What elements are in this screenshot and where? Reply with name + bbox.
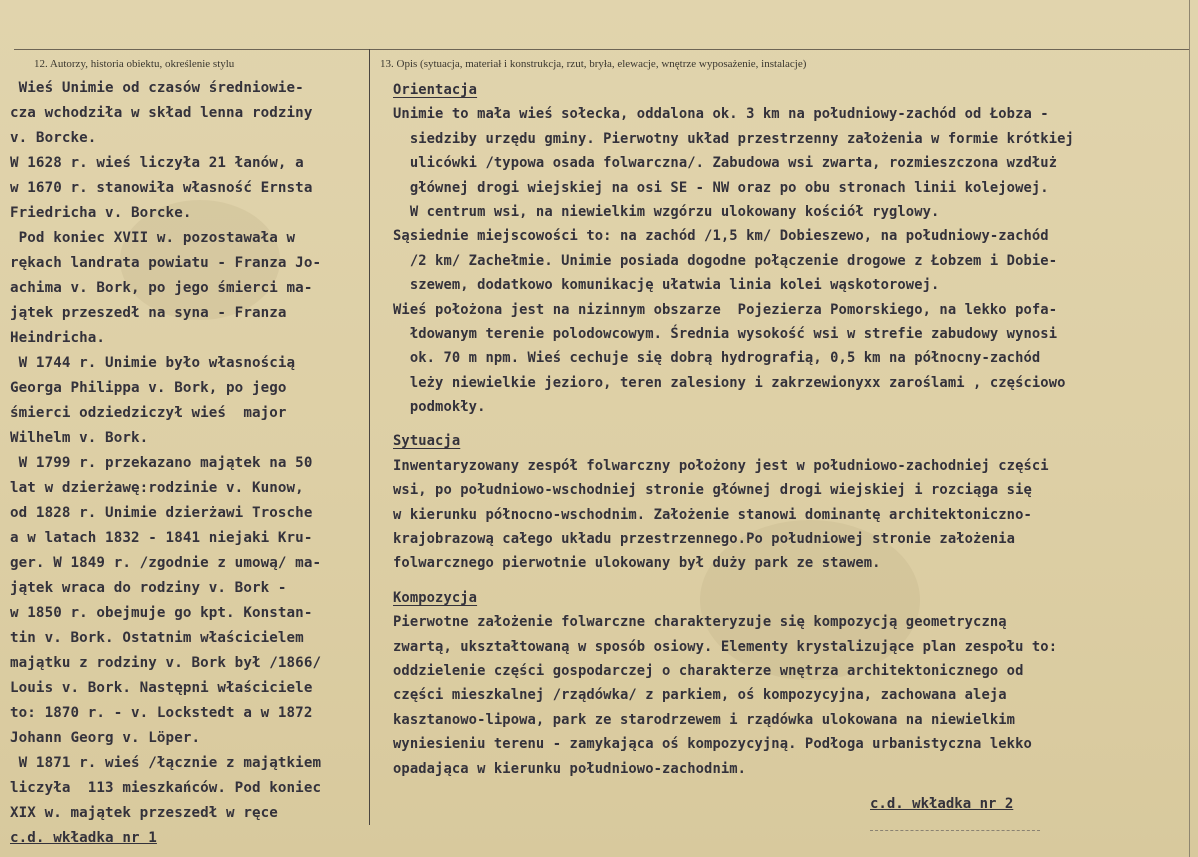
text-line: szewem, dodatkowo komunikację ułatwia linia kolei wąskotorowej. [393, 277, 940, 294]
text-line: W 1871 r. wieś /łącznie z majątkiem [10, 755, 322, 771]
footer-dash-rule [870, 830, 1040, 831]
text-line: v. Borcke. [10, 130, 97, 146]
text-line: ulicówki /typowa osada folwarczna/. Zabudowa wsi zwarta, rozmieszczona wzdłuż [393, 155, 1058, 172]
section-heading-orientacja: Orientacja [393, 82, 478, 98]
text-line: Wilhelm v. Bork. [10, 430, 149, 446]
text-line: lat w dzierżawę:rodzinie v. Kunow, [10, 480, 304, 496]
text-line: jątek przeszedł na syna - Franza [10, 305, 287, 321]
text-line: W 1799 r. przekazano majątek na 50 [10, 455, 313, 471]
text-line: Pierwotne założenie folwarczne charakteryzuje się kompozycją geometryczną [393, 614, 1007, 631]
text-line: Heindricha. [10, 330, 106, 346]
section-kompozycja [393, 610, 1183, 781]
section-sytuacja [393, 454, 1183, 576]
text-line: Wieś Unimie od czasów średniowie- [10, 80, 304, 96]
text-line: liczyła 113 mieszkańców. Pod koniec [10, 780, 322, 796]
text-line: od 1828 r. Unimie dzierżawi Trosche [10, 505, 313, 521]
text-line: Johann Georg v. Löper. [10, 730, 201, 746]
section-orientacja [393, 102, 1183, 419]
text-line: zwartą, ukształtowaną w sposób osiowy. Elementy krystalizujące plan zespołu to: [393, 638, 1058, 655]
text-line: oddzielenie części gospodarczej o charakterze wnętrza architektonicznego od [393, 662, 1024, 679]
text-line: jątek wraca do rodziny v. Bork - [10, 580, 287, 596]
text-line: rękach landrata powiatu - Franza Jo- [10, 255, 322, 271]
text-line: Wieś położona jest na nizinnym obszarze Pojezierza Pomorskiego, na lekko pofa- [393, 301, 1058, 318]
text-line: w 1850 r. obejmuje go kpt. Konstan- [10, 605, 313, 621]
text-line: podmokły. [393, 399, 486, 416]
text-line: Pod koniec XVII w. pozostawała w [10, 230, 296, 246]
text-line: kasztanowo-lipowa, park ze starodrzewem i rządówka ulokowana na niewielkim [393, 711, 1016, 728]
text-line: Georga Philippa v. Bork, po jego [10, 380, 287, 396]
text-line: siedziby urzędu gminy. Pierwotny układ przestrzenny założenia w formie krótkiej [393, 130, 1074, 147]
text-line: łdowanym terenie polodowcowym. Średnia wysokość wsi w strefie zabudowy wynosi [393, 325, 1058, 342]
continuation-note-left: c.d. wkładka nr 1 [10, 830, 157, 846]
text-line: W 1628 r. wieś liczyła 21 łanów, a [10, 155, 304, 171]
text-line: majątku z rodziny v. Bork był /1866/ [10, 655, 322, 671]
text-line: Inwentaryzowany zespół folwarczny położony jest w południowo-zachodniej części [393, 457, 1049, 474]
text-line: W centrum wsi, na niewielkim wzgórzu ulokowany kościół ryglowy. [393, 203, 940, 220]
continuation-note: c.d. wkładka nr 2 [870, 796, 1014, 812]
section-heading-sytuacja: Sytuacja [393, 433, 461, 450]
text-line: wsi, po południowo-wschodniej stronie głównej drogi wiejskiej i rozciąga się [393, 482, 1032, 499]
text-line: krajobrazową całego układu przestrzennego.Po południowej stronie założenia [393, 531, 1016, 548]
text-line: głównej drogi wiejskiej na osi SE - NW oraz po obu stronach linii kolejowej. [393, 179, 1049, 196]
text-line: śmierci odziedziczył wieś major [10, 405, 287, 421]
text-line: cza wchodziła w skład lenna rodziny [10, 105, 313, 121]
description-column [393, 78, 1183, 781]
section-heading-kompozycja: Kompozycja [393, 589, 478, 606]
text-line: ok. 70 m npm. Wieś cechuje się dobrą hydrografią, 0,5 km na północny-zachód [393, 350, 1041, 367]
text-line: Louis v. Bork. Następni właściciele [10, 680, 313, 696]
text-line: to: 1870 r. - v. Lockstedt a w 1872 [10, 705, 313, 721]
text-line: w kierunku północno-wschodnim. Założenie stanowi dominantę architektoniczno- [393, 506, 1032, 523]
text-line: Sąsiednie miejscowości to: na zachód /1,5 km/ Dobieszewo, na południowy-zachód [393, 228, 1049, 245]
text-line: części mieszkalnej /rządówka/ z parkiem, oś kompozycyjna, zachowana aleja [393, 687, 1007, 704]
text-line: XIX w. majątek przeszedł w ręce [10, 805, 278, 821]
text-line: Friedricha v. Borcke. [10, 205, 192, 221]
header-rule [14, 49, 1190, 50]
text-line: leży niewielkie jezioro, teren zalesiony i zakrzewionyxx zaroślami , częściowo [393, 374, 1066, 391]
sheet-edge [1189, 0, 1190, 857]
text-line: a w latach 1832 - 1841 niejaki Kru- [10, 530, 313, 546]
text-line: achima v. Bork, po jego śmierci ma- [10, 280, 313, 296]
history-column [10, 76, 372, 851]
right-column-header: 13. Opis (sytuacja, materiał i konstrukcja, rzut, bryła, elewacje, wnętrze wyposażenie, instalacje) [380, 58, 807, 70]
text-line: w 1670 r. stanowiła własność Ernsta [10, 180, 313, 196]
text-line: tin v. Bork. Ostatnim właścicielem [10, 630, 304, 646]
text-line: wyniesieniu terenu - zamykająca oś kompozycyjną. Podłoga urbanistyczna lekko [393, 736, 1032, 753]
text-line: ger. W 1849 r. /zgodnie z umową/ ma- [10, 555, 322, 571]
text-line: /2 km/ Zachełmie. Unimie posiada dogodne połączenie drogowe z Łobzem i Dobie- [393, 252, 1058, 269]
left-column-header: 12. Autorzy, historia obiektu, określenie stylu [34, 58, 235, 70]
text-line: W 1744 r. Unimie było własnością [10, 355, 296, 371]
text-line: Unimie to mała wieś sołecka, oddalona ok. 3 km na południowy-zachód od Łobza - [393, 106, 1049, 123]
text-line: opadająca w kierunku południowo-zachodnim. [393, 760, 747, 777]
text-line: folwarcznego pierwotnie ulokowany był duży park ze stawem. [393, 555, 881, 572]
